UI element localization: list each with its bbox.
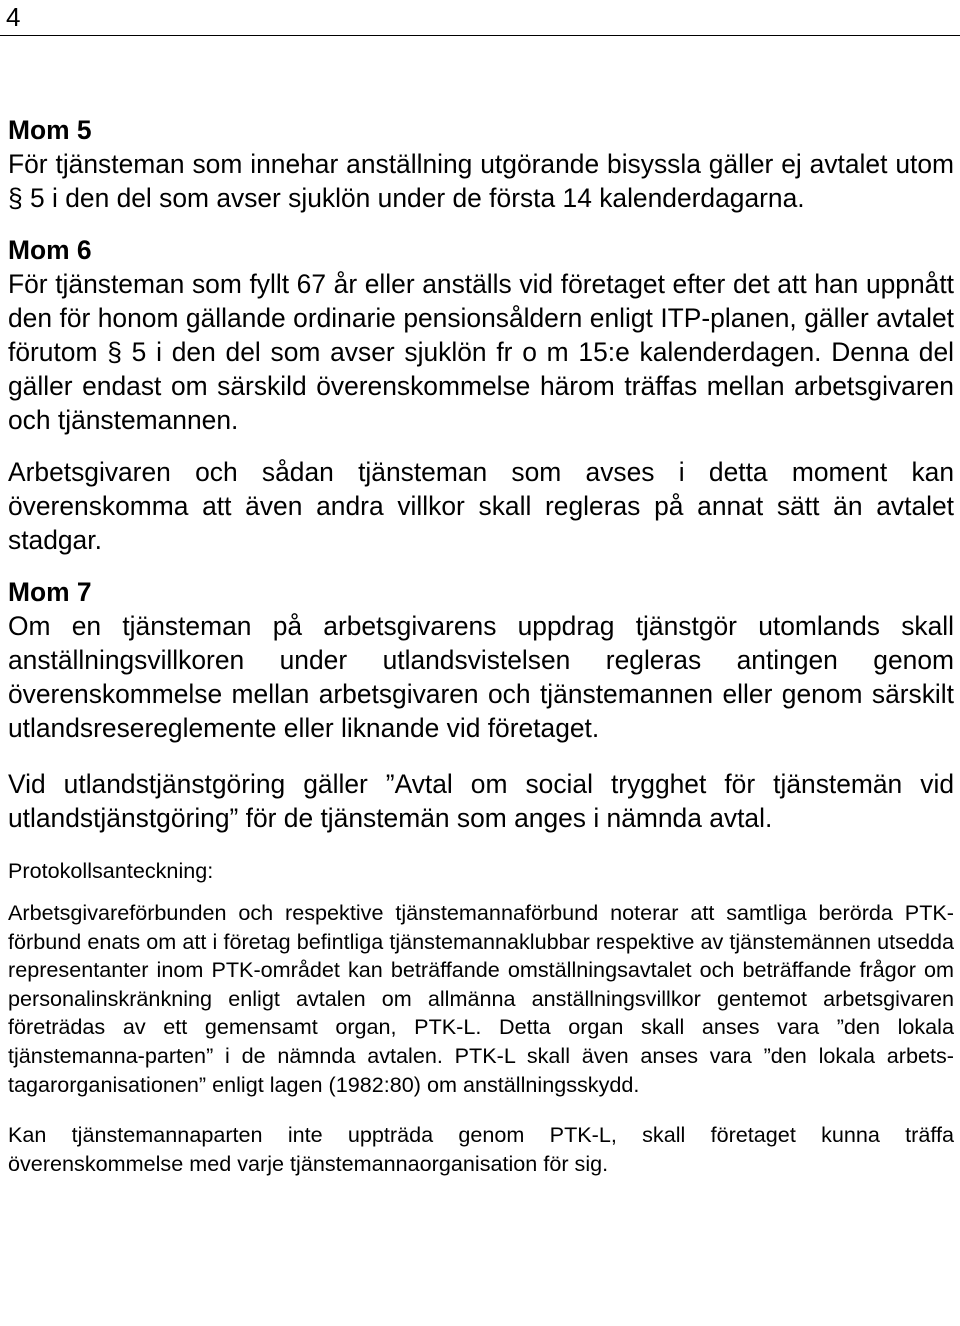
page-number: 4 [6, 2, 21, 32]
protocol-note-paragraph-2: Kan tjänstemannaparten inte uppträda genom PTK-L, skall företaget kunna träffa överenskommelse med varje tjänstemannaorganisation för sig. [8, 1122, 954, 1176]
mom-6-paragraph-2: Arbetsgivaren och sådan tjänsteman som avses i detta moment kan överenskomma att även andra villkor skall regleras på annat sätt än avtalet stadgar. [8, 457, 954, 555]
spacer [8, 1099, 954, 1121]
mom-7-paragraph-2: Vid utlandstjänstgöring gäller ”Avtal om social trygghet för tjänstemän vid utlandstjänstgöring” för de tjänstemän som anges i nämnda avtal. [8, 769, 954, 833]
protocol-note-paragraph-1: Arbetsgivareförbunden och respektive tjänstemannaförbund noterar att samtliga berörda PTK-förbund enats om att i företag befintliga tjänstemannaklubbar respektive av tjänstemännen utsedda representanter inom PTK-området kan beträffande omställningsavtalet och beträffande frågor om personalinskränkning enligt avtalen om allmänna anställningsvillkor gentemot arbetsgivaren företrädas av ett gemensamt organ, PTK-L. Detta organ skall anses vara ”den lokala tjänstemanna-parten” i de nämnda avtalen. PTK-L skall även anses vara ”den lokala arbets-tagarorganisationen” enligt lagen (1982:80) om anställningsskydd. [8, 900, 954, 1097]
mom-7-paragraph-1: Om en tjänsteman på arbetsgivarens uppdrag tjänstgör utomlands skall anställningsvillkoren under utlandsvistelsen regleras antingen genom överenskommelse mellan arbetsgivaren och tjänstemannen eller genom särskilt utlandsresereglemente eller liknande vid företaget. [8, 611, 954, 743]
section-mom-6 [8, 233, 954, 557]
mom-7-heading: Mom 7 [8, 577, 92, 607]
spacer [8, 835, 954, 857]
section-mom-7 [8, 575, 954, 835]
protocol-note-label: Protokollsanteckning: [8, 858, 214, 883]
spacer [8, 745, 954, 767]
document-body [8, 113, 954, 1178]
mom-5-text: För tjänsteman som innehar anställning utgörande bisyssla gäller ej avtalet utom § 5 i den del som avser sjuklön under de första 14 kalenderdagarna. [8, 149, 954, 213]
spacer [8, 437, 954, 455]
mom-5-heading: Mom 5 [8, 115, 92, 145]
spacer [8, 885, 954, 899]
section-protocol-note [8, 857, 954, 1178]
section-mom-5 [8, 113, 954, 215]
mom-6-paragraph-1: För tjänsteman som fyllt 67 år eller anställs vid företaget efter det att han uppnått den för honom gällande ordinarie pensionsåldern enligt ITP-planen, gäller avtalet förutom § 5 i den del som avser sjuklön fr o m 15:e kalenderdagen. Denna del gäller endast om särskild överenskommelse härom träffas mellan arbetsgivaren och tjänstemannen. [8, 269, 954, 435]
header-rule [0, 35, 960, 36]
spacer [8, 215, 954, 233]
spacer [8, 557, 954, 575]
mom-6-heading: Mom 6 [8, 235, 92, 265]
